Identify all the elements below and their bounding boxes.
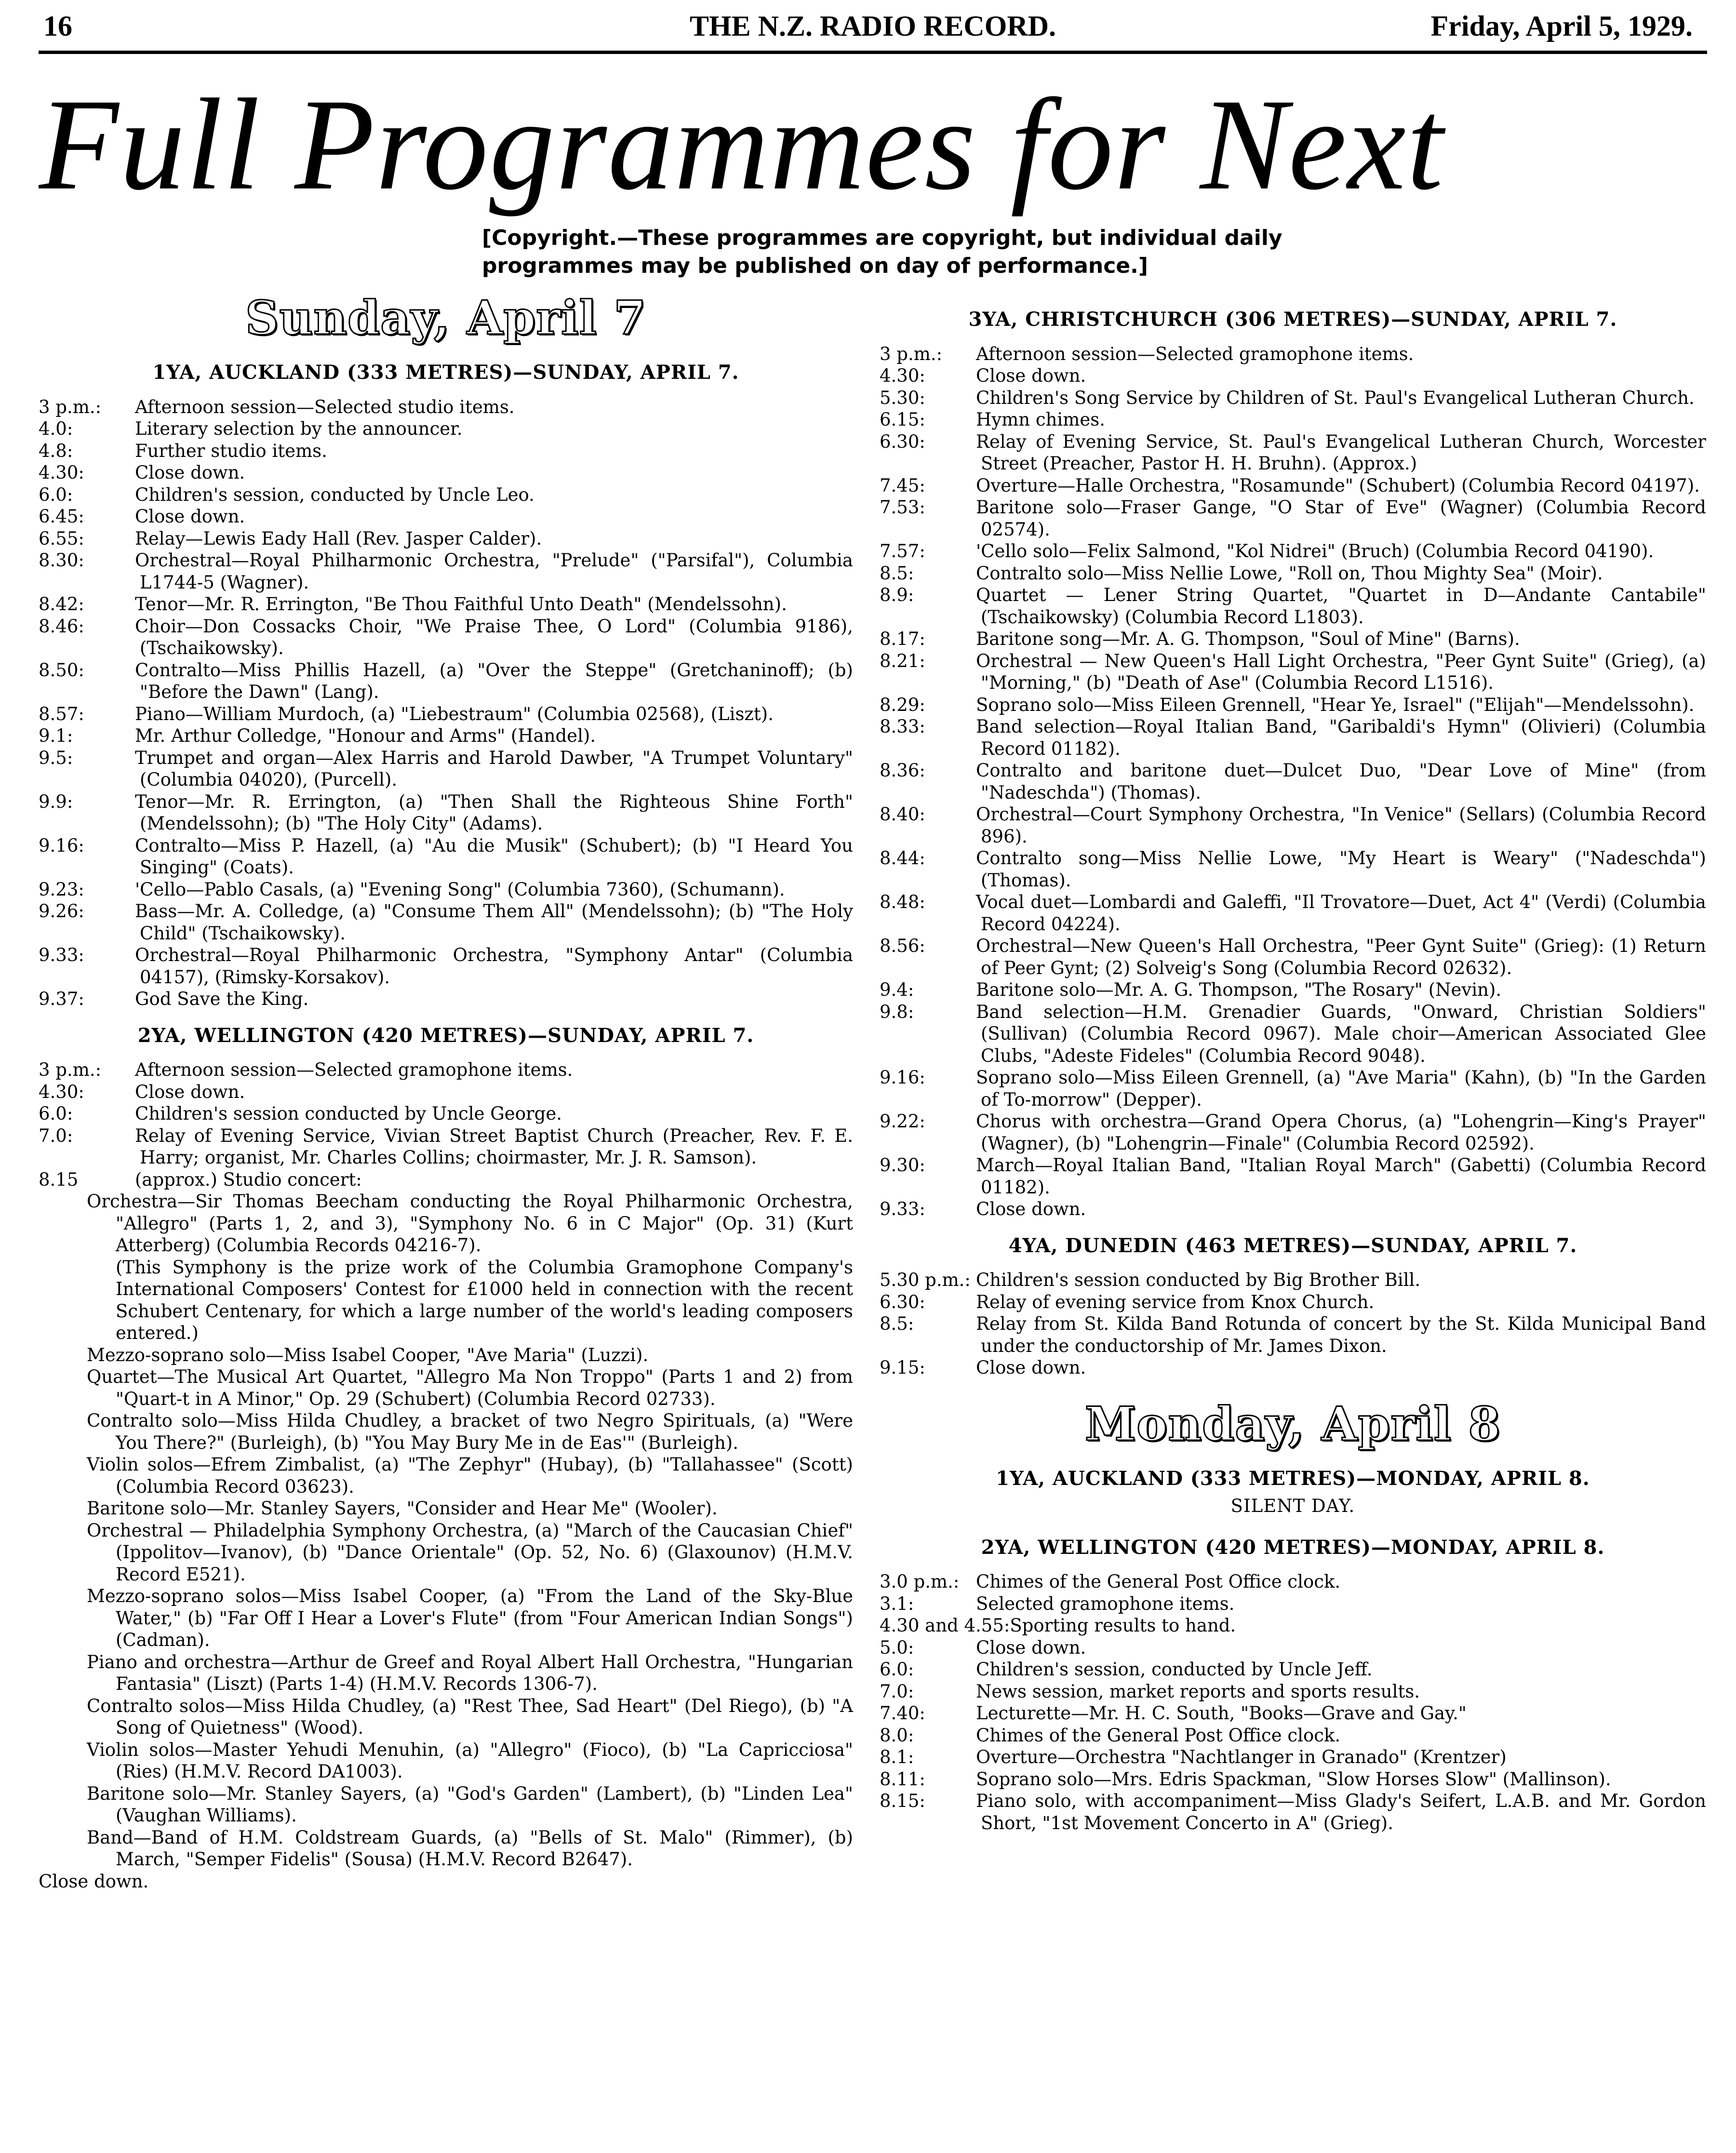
programme-desc: Hymn chimes.: [976, 409, 1105, 430]
programme-item: [880, 387, 1706, 409]
programme-desc: Baritone solo—Mr. A. G. Thompson, "The Rosary" (Nevin).: [976, 979, 1502, 1000]
programme-item: [39, 725, 853, 747]
programme-desc: Orchestral—Court Symphony Orchestra, "In Venice" (Sellars) (Columbia Record 896).: [976, 804, 1706, 847]
programme-desc: Chorus with orchestra—Grand Opera Chorus, (a) "Lohengrin—King's Prayer" (Wagner), (b) "Lohengrin—Finale" (Columbia Record 02592).: [976, 1111, 1706, 1154]
programme-item: [880, 979, 1706, 1001]
programme-item: [39, 593, 853, 615]
programme-time: 8.5:: [880, 1313, 914, 1334]
programme-time: 8.15: [39, 1169, 79, 1190]
programme-item: [880, 1154, 1706, 1198]
programme-time: 8.40:: [880, 804, 925, 825]
programme-desc: Orchestral—Royal Philharmonic Orchestra, "Prelude" ("Parsifal"), Columbia L1744-5 (Wagner).: [135, 550, 853, 593]
programme-time: 8.15:: [880, 1791, 925, 1811]
concert-item: Quartet—The Musical Art Quartet, "Allegro Ma Non Troppo" (Parts 1 and 2) from "Quart-t in A Minor," Op. 29 (Schubert) (Columbia Record 02733).: [87, 1366, 853, 1409]
programme-item: [39, 396, 853, 418]
station-heading: 4YA, DUNEDIN (463 METRES)—SUNDAY, APRIL 7.: [1008, 1234, 1577, 1257]
programme-time: 3 p.m.:: [39, 1059, 102, 1080]
programme-time: 9.26:: [39, 901, 84, 922]
programme-item: [880, 496, 1706, 540]
programme-desc: Children's session conducted by Big Brother Bill.: [976, 1270, 1421, 1290]
programme-item: [39, 835, 853, 879]
concert-item: Violin solos—Efrem Zimbalist, (a) "The Zephyr" (Hubay), (b) "Tallahassee" (Scott) (Columbia Record 03623).: [87, 1454, 853, 1497]
concert-item: Contralto solos—Miss Hilda Chudley, (a) "Rest Thee, Sad Heart" (Del Riego), (b) "A Song of Quietness" (Wood).: [87, 1695, 853, 1738]
programme-time: 4.30:: [880, 365, 925, 386]
programme-time: 8.21:: [880, 650, 925, 671]
programme-item: [880, 891, 1706, 935]
programme-desc: Relay of evening service from Knox Church.: [976, 1291, 1375, 1312]
programme-item: [880, 847, 1706, 891]
programme-time: 3 p.m.:: [39, 396, 102, 417]
programme-time: 6.30:: [880, 431, 925, 452]
programme-item: [880, 760, 1706, 803]
silent-day-note: SILENT DAY.: [1230, 1496, 1355, 1516]
programme-time: 9.8:: [880, 1001, 914, 1022]
programme-desc: Afternoon session—Selected gramophone items.: [135, 1059, 573, 1080]
concert-item: Band—Band of H.M. Coldstream Guards, (a) "Bells of St. Malo" (Rimmer), (b) March, "Semper Fidelis" (Sousa) (H.M.V. Record B2647).: [87, 1827, 853, 1870]
programme-item: [880, 1198, 1706, 1220]
programme-item: [880, 1571, 1706, 1593]
programme-time: 4.0:: [39, 418, 73, 439]
programme-time: 3 p.m.:: [880, 343, 943, 364]
programme-time: 4.30:: [39, 1081, 84, 1102]
programme-time: 6.0:: [880, 1659, 914, 1680]
programme-item: [880, 1681, 1706, 1703]
programme-item: [880, 694, 1706, 716]
day-heading-monday: Monday, April 8: [1084, 1396, 1501, 1451]
masthead: [43, 10, 1702, 48]
concert-item: Orchestra—Sir Thomas Beecham conducting the Royal Philharmonic Orchestra, "Allegro" (Parts 1, 2, and 3), "Symphony No. 6 in C Major" (Op. 31) (Kurt Atterberg) (Columbia Records 04216-7).: [87, 1191, 853, 1256]
programme-desc: Piano solo, with accompaniment—Miss Glady's Seifert, L.A.B. and Mr. Gordon Short, "1st Movement Concerto in A" (Grieg).: [976, 1791, 1706, 1833]
programme-time: 9.4:: [880, 979, 914, 1000]
programme-desc: News session, market reports and sports results.: [976, 1681, 1420, 1702]
programme-list: [880, 1269, 1706, 1379]
programme-desc: Close down.: [976, 1637, 1086, 1658]
programme-desc: Contralto—Miss P. Hazell, (a) "Au die Musik" (Schubert); (b) "I Heard You Singing" (Coats).: [135, 835, 853, 878]
programme-item: [880, 1658, 1706, 1681]
programme-desc: Lecturette—Mr. H. C. South, "Books—Grave and Gay.": [976, 1703, 1467, 1724]
programme-item: [39, 528, 853, 550]
programme-time: 7.0:: [880, 1681, 914, 1702]
page-headline: Full Programmes for Next: [39, 72, 1444, 217]
programme-desc: Baritone solo—Fraser Gange, "O Star of Eve" (Wagner) (Columbia Record 02574).: [976, 497, 1706, 540]
programme-list: [880, 343, 1706, 1220]
concert-item: Violin solos—Master Yehudi Menuhin, (a) "Allegro" (Fioco), (b) "La Capricciosa" (Ries) (H.M.V. Record DA1003).: [87, 1739, 853, 1782]
programme-time: 6.30:: [880, 1291, 925, 1312]
close-down-line: Close down.: [39, 1871, 149, 1892]
programme-time: 8.1:: [880, 1747, 914, 1767]
programme-desc: Children's session conducted by Uncle George.: [135, 1103, 562, 1124]
programme-item: [880, 1746, 1706, 1768]
station-heading: 2YA, WELLINGTON (420 METRES)—SUNDAY, APRIL 7.: [137, 1024, 754, 1047]
programme-time: 9.22:: [880, 1111, 925, 1132]
station-heading: 1YA, AUCKLAND (333 METRES)—MONDAY, APRIL 8.: [996, 1467, 1590, 1490]
programme-desc: Tenor—Mr. R. Errington, (a) "Then Shall the Righteous Shine Forth" (Mendelssohn); (b) "The Holy City" (Adams).: [135, 791, 853, 834]
programme-time: 4.8:: [39, 440, 73, 461]
programme-time: 9.16:: [39, 835, 84, 856]
programme-time: 8.36:: [880, 760, 925, 781]
programme-desc: Mr. Arthur Colledge, "Honour and Arms" (Handel).: [135, 725, 596, 746]
programme-item: [39, 484, 853, 506]
programme-time: 8.46:: [39, 615, 84, 637]
programme-time: 7.0:: [39, 1125, 73, 1146]
issue-date: Friday, April 5, 1929.: [1430, 10, 1693, 42]
programme-desc: 'Cello—Pablo Casals, (a) "Evening Song" (Columbia 7360), (Schumann).: [135, 879, 785, 900]
programme-time: 9.15:: [880, 1357, 925, 1378]
programme-item: [880, 1110, 1706, 1154]
programme-time: 4.30 and 4.55:: [880, 1615, 1010, 1636]
programme-item: [39, 703, 853, 725]
programme-item: [39, 418, 853, 440]
programme-item: [880, 1615, 1706, 1637]
programme-desc: Choir—Don Cossacks Choir, "We Praise Thee, O Lord" (Columbia 9186), (Tschaikowsky).: [135, 615, 853, 658]
programme-item: [880, 935, 1706, 979]
programme-time: 4.30:: [39, 462, 84, 483]
programme-desc: Children's session, conducted by Uncle Jeff.: [976, 1659, 1373, 1680]
programme-item: [880, 1790, 1706, 1834]
programme-desc: Orchestral—Royal Philharmonic Orchestra, "Symphony Antar" (Columbia 04157), (Rimsky-Korsakov).: [135, 945, 853, 988]
station-heading: 2YA, WELLINGTON (420 METRES)—MONDAY, APRIL 8.: [981, 1536, 1605, 1559]
programme-time: 7.45:: [880, 475, 925, 496]
programme-time: 7.53:: [880, 497, 925, 518]
programme-item: [39, 791, 853, 835]
programme-desc: Contralto and baritone duet—Dulcet Duo, "Dear Love of Mine" (from "Nadeschda") (Thomas).: [976, 760, 1706, 803]
programme-desc: Afternoon session—Selected studio items.: [135, 396, 515, 417]
spacer: [880, 1379, 1706, 1395]
programme-desc: Close down.: [135, 506, 245, 527]
programme-desc: Piano—William Murdoch, (a) "Liebestraum" (Columbia 02568), (Liszt).: [135, 703, 774, 724]
programme-item: [880, 650, 1706, 694]
station-heading: 3YA, CHRISTCHURCH (306 METRES)—SUNDAY, APRIL 7.: [968, 308, 1617, 331]
programme-time: 8.33:: [880, 716, 925, 737]
programme-time: 6.0:: [39, 1103, 73, 1124]
programme-item: [880, 1725, 1706, 1747]
programme-time: 3.1:: [880, 1593, 914, 1614]
programme-time: 7.57:: [880, 541, 925, 562]
programme-time: 9.37:: [39, 989, 84, 1009]
programme-time: 6.0:: [39, 484, 73, 505]
programme-item: [880, 584, 1706, 628]
programme-time: 6.45:: [39, 506, 84, 527]
programme-time: 5.30:: [880, 387, 925, 408]
programme-desc: Orchestral—New Queen's Hall Orchestra, "Peer Gynt Suite" (Grieg): (1) Return of Peer Gynt; (2) Solveig's Song (Columbia Record 02632).: [976, 936, 1706, 978]
programme-desc: Contralto song—Miss Nellie Lowe, "My Heart is Weary" ("Nadeschda") (Thomas).: [976, 848, 1706, 891]
concert-item: Orchestral — Philadelphia Symphony Orchestra, (a) "March of the Caucasian Chief" (Ippolitov—Ivanov), (b) "Dance Orientale" (Op. 52, No. 6) (Glaxounov) (H.M.V. Record E521).: [87, 1520, 853, 1585]
programme-desc: Relay of Evening Service, St. Paul's Evangelical Lutheran Church, Worcester Street (Preacher, Pastor H. H. Bruhn). (Approx.): [976, 431, 1706, 474]
programme-item: [880, 1001, 1706, 1067]
programme-item: [880, 431, 1706, 475]
programme-item: [39, 549, 853, 593]
right-column: [880, 289, 1706, 1834]
masthead-rule: [39, 51, 1707, 54]
programme-item: [880, 409, 1706, 431]
programme-desc: Orchestral — New Queen's Hall Light Orchestra, "Peer Gynt Suite" (Grieg), (a) "Morning," (b) "Death of Ase" (Columbia Record L1516).: [976, 650, 1706, 693]
programme-time: 9.23:: [39, 879, 84, 900]
programme-item: [880, 1067, 1706, 1110]
programme-time: 6.55:: [39, 528, 84, 549]
programme-time: 8.50:: [39, 659, 84, 681]
left-column: [39, 289, 853, 1892]
programme-time: 8.17:: [880, 629, 925, 649]
programme-item: [39, 1103, 853, 1125]
programme-desc: Contralto solo—Miss Nellie Lowe, "Roll on, Thou Mighty Sea" (Moir).: [976, 562, 1603, 584]
programme-time: 8.44:: [880, 848, 925, 869]
programme-desc: Band selection—Royal Italian Band, "Garibaldi's Hymn" (Olivieri) (Columbia Record 01182).: [976, 716, 1706, 759]
programme-time: 8.0:: [880, 1725, 914, 1746]
programme-item: [880, 1593, 1706, 1615]
programme-desc: Baritone song—Mr. A. G. Thompson, "Soul of Mine" (Barns).: [976, 629, 1520, 649]
programme-time: 5.30 p.m.:: [880, 1270, 971, 1290]
concert-item: Mezzo-soprano solo—Miss Isabel Cooper, "Ave Maria" (Luzzi).: [87, 1344, 649, 1365]
programme-time: 8.48:: [880, 892, 925, 912]
programme-item: [880, 343, 1706, 365]
programme-item: [880, 1313, 1706, 1357]
concert-item: Baritone solo—Mr. Stanley Sayers, "Consider and Hear Me" (Wooler).: [87, 1498, 718, 1519]
programme-desc: Overture—Halle Orchestra, "Rosamunde" (Schubert) (Columbia Record 04197).: [976, 475, 1700, 496]
programme-desc: March—Royal Italian Band, "Italian Royal March" (Gabetti) (Columbia Record 01182).: [976, 1155, 1706, 1198]
programme-time: 9.9:: [39, 791, 73, 812]
programme-time: 9.30:: [880, 1155, 925, 1176]
programme-item: [39, 1169, 853, 1191]
programme-desc: Children's Song Service by Children of St. Paul's Evangelical Lutheran Church.: [976, 387, 1695, 408]
concert-item: Piano and orchestra—Arthur de Greef and Royal Albert Hall Orchestra, "Hungarian Fantasia" (Liszt) (Parts 1-4) (H.M.V. Records 1306-7).: [87, 1651, 853, 1694]
day-heading-sunday: Sunday, April 7: [245, 291, 647, 345]
programme-item: [880, 1702, 1706, 1725]
programme-desc: Afternoon session—Selected gramophone items.: [976, 343, 1414, 364]
programme-item: [880, 1269, 1706, 1291]
programme-desc: Soprano solo—Miss Eileen Grennell, "Hear Ye, Israel" ("Elijah"—Mendelssohn).: [976, 694, 1695, 715]
programme-time: 3.0 p.m.:: [880, 1571, 960, 1592]
programme-item: [39, 879, 853, 901]
programme-desc: 'Cello solo—Felix Salmond, "Kol Nidrei" (Bruch) (Columbia Record 04190).: [976, 541, 1654, 562]
programme-desc: Further studio items.: [135, 440, 327, 461]
programme-item: [39, 1081, 853, 1103]
programme-desc: (approx.) Studio concert:: [135, 1169, 362, 1190]
programme-item: [39, 440, 853, 462]
programme-desc: Close down.: [135, 1081, 245, 1102]
programme-desc: Trumpet and organ—Alex Harris and Harold Dawber, "A Trumpet Voluntary" (Columbia 04020), (Purcell).: [135, 747, 853, 790]
programme-desc: Literary selection by the announcer.: [135, 418, 463, 439]
programme-item: [39, 944, 853, 988]
programme-item: [39, 988, 853, 1010]
programme-time: 9.16:: [880, 1067, 925, 1088]
programme-time: 8.5:: [880, 562, 914, 584]
programme-desc: Relay—Lewis Eady Hall (Rev. Jasper Calder).: [135, 528, 542, 549]
programme-item: [39, 462, 853, 484]
programme-list: [39, 1059, 853, 1190]
programme-desc: Vocal duet—Lombardi and Galeffi, "Il Trovatore—Duet, Act 4" (Verdi) (Columbia Record 04224).: [976, 892, 1706, 935]
programme-list: [880, 1571, 1706, 1834]
programme-item: [39, 659, 853, 703]
programme-desc: Relay from St. Kilda Band Rotunda of concert by the St. Kilda Municipal Band under the conductorship of Mr. James Dixon.: [976, 1313, 1706, 1356]
programme-time: 8.9:: [880, 585, 914, 605]
concert-item: Contralto solo—Miss Hilda Chudley, a bracket of two Negro Spirituals, (a) "Were You There?" (Burleigh), (b) "You May Bury Me in de Eas'" (Burleigh).: [87, 1410, 853, 1453]
concert-item: Mezzo-soprano solos—Miss Isabel Cooper, (a) "From the Land of the Sky-Blue Water," (b) "Far Off I Hear a Lover's Flute" (from "Four American Indian Songs") (Cadman).: [87, 1586, 853, 1650]
programme-desc: Soprano solo—Miss Eileen Grennell, (a) "Ave Maria" (Kahn), (b) "In the Garden of To-morrow" (Depper).: [976, 1067, 1706, 1110]
programme-item: [39, 747, 853, 791]
programme-item: [39, 1125, 853, 1169]
programme-item: [880, 365, 1706, 387]
programme-desc: Relay of Evening Service, Vivian Street Baptist Church (Preacher, Rev. F. E. Harry; organist, Mr. Charles Collins; choirmaster, Mr. J. R. Samson).: [135, 1125, 853, 1168]
programme-desc: Sporting results to hand.: [1010, 1615, 1236, 1636]
concert-item: Baritone solo—Mr. Stanley Sayers, (a) "God's Garden" (Lambert), (b) "Linden Lea" (Vaughan Williams).: [87, 1783, 853, 1826]
programme-time: 8.30:: [39, 550, 84, 571]
programme-item: [880, 562, 1706, 585]
programme-time: 9.33:: [39, 945, 84, 965]
programme-desc: Bass—Mr. A. Colledge, (a) "Consume Them All" (Mendelssohn); (b) "The Holy Child" (Tschaikowsky).: [135, 901, 853, 944]
copyright-notice: [Copyright.—These programmes are copyright, but individual daily programmes may be published on day of performance.]: [482, 226, 1282, 278]
programme-time: 8.29:: [880, 694, 925, 715]
programme-desc: Soprano solo—Mrs. Edris Spackman, "Slow Horses Slow" (Mallinson).: [976, 1768, 1611, 1790]
programme-item: [39, 1059, 853, 1081]
programme-list: [39, 396, 853, 1010]
page-number: 16: [43, 10, 72, 42]
programme-desc: Overture—Orchestra "Nachtlanger in Granado" (Krentzer): [976, 1747, 1507, 1767]
programme-desc: Close down.: [976, 1357, 1086, 1378]
programme-desc: Children's session, conducted by Uncle Leo.: [135, 484, 534, 505]
programme-desc: Selected gramophone items.: [976, 1593, 1235, 1614]
programme-desc: Close down.: [976, 1199, 1086, 1219]
programme-item: [39, 900, 853, 944]
programme-item: [880, 1357, 1706, 1379]
programme-item: [39, 506, 853, 528]
programme-item: [880, 628, 1706, 650]
programme-item: [880, 475, 1706, 497]
programme-time: 5.0:: [880, 1637, 914, 1658]
station-heading: 1YA, AUCKLAND (333 METRES)—SUNDAY, APRIL 7.: [152, 361, 739, 384]
programme-time: 6.15:: [880, 409, 925, 430]
programme-desc: Chimes of the General Post Office clock.: [976, 1725, 1341, 1746]
programme-time: 7.40:: [880, 1703, 925, 1724]
programme-time: 8.42:: [39, 594, 84, 615]
programme-desc: Band selection—H.M. Grenadier Guards, "Onward, Christian Soldiers" (Sullivan) (Columbia Record 0967). Male choir—American Associated Glee Clubs, "Adeste Fideles" (Columbia Record 9048).: [976, 1001, 1706, 1066]
programme-time: 9.5:: [39, 747, 73, 768]
programme-desc: Quartet — Lener String Quartet, "Quartet in D—Andante Cantabile" (Tschaikowsky) (Columbia Record L1803).: [976, 585, 1706, 628]
concert-note: (This Symphony is the prize work of the Columbia Gramophone Company's International Composers' Contest for £1000 held in connection with the recent Schubert Centenary, for which a large number of the world's leading composers entered.): [116, 1257, 853, 1343]
paper-title: THE N.Z. RADIO RECORD.: [689, 10, 1056, 42]
programme-item: [880, 540, 1706, 562]
programme-time: 8.56:: [880, 936, 925, 956]
programme-time: 8.11:: [880, 1768, 925, 1790]
programme-time: 8.57:: [39, 703, 84, 724]
programme-item: [880, 1637, 1706, 1659]
programme-item: [880, 716, 1706, 760]
programme-item: [880, 1768, 1706, 1791]
programme-time: 9.33:: [880, 1199, 925, 1219]
programme-item: [39, 615, 853, 659]
programme-item: [880, 1291, 1706, 1313]
programme-desc: Chimes of the General Post Office clock.: [976, 1571, 1341, 1592]
programme-item: [880, 803, 1706, 847]
programme-desc: Contralto—Miss Phillis Hazell, (a) "Over the Steppe" (Gretchaninoff); (b) "Before the Dawn" (Lang).: [135, 659, 853, 702]
programme-desc: Tenor—Mr. R. Errington, "Be Thou Faithful Unto Death" (Mendelssohn).: [135, 594, 787, 615]
programme-desc: God Save the King.: [135, 989, 309, 1009]
programme-desc: Close down.: [135, 462, 245, 483]
programme-time: 9.1:: [39, 725, 73, 746]
programme-desc: Close down.: [976, 365, 1086, 386]
